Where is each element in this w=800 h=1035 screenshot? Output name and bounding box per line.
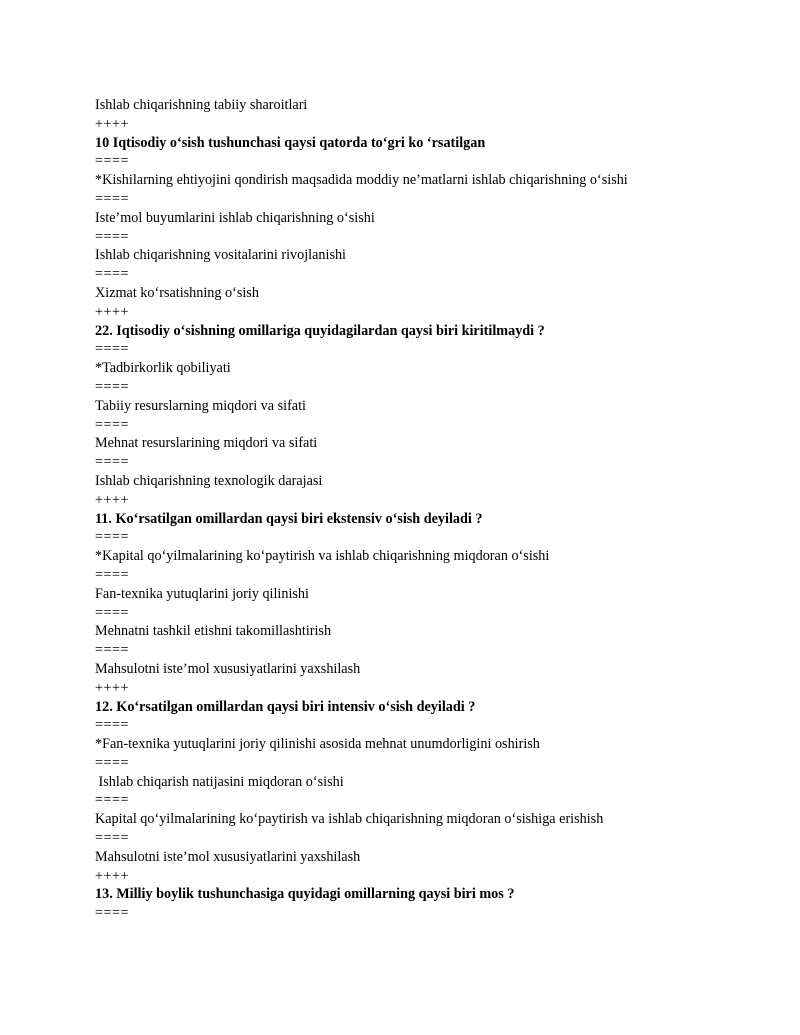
separator-line: ====	[95, 642, 130, 659]
separator-line: ++++	[95, 679, 130, 696]
separator-line: ====	[95, 454, 130, 471]
separator-line: ++++	[95, 303, 130, 320]
separator-line: ====	[95, 378, 130, 395]
separator-line: ====	[95, 266, 130, 283]
answer-option: *Tadbirkorlik qobiliyati	[95, 360, 231, 377]
separator-line: ++++	[95, 491, 130, 508]
separator-line: ====	[95, 153, 130, 170]
answer-option: *Kapital qo‘yilmalarining ko‘paytirish va ishlab chiqarishning miqdoran o‘sishi	[95, 548, 550, 565]
answer-option: Xizmat ko‘rsatishning o‘sish	[95, 284, 259, 301]
separator-line: ====	[95, 228, 130, 245]
answer-option: Kapital qo‘yilmalarining ko‘paytirish va ishlab chiqarishning miqdoran o‘sishiga erishish	[95, 811, 604, 828]
separator-line: ++++	[95, 867, 130, 884]
question-text: 13. Milliy boylik tushunchasiga quyidagi omillarning qaysi biri mos ?	[95, 886, 515, 903]
question-text: 12. Ko‘rsatilgan omillardan qaysi biri intensiv o‘sish deyiladi ?	[95, 698, 476, 715]
question-text: 10 Iqtisodiy o‘sish tushunchasi qaysi qatorda to‘gri ko ‘rsatilgan	[95, 134, 486, 151]
separator-line: ====	[95, 754, 130, 771]
answer-option: *Kishilarning ehtiyojini qondirish maqsadida moddiy ne’matlarni ishlab chiqarishning o‘sishi	[95, 172, 628, 189]
separator-line: ====	[95, 190, 130, 207]
answer-option: Tabiiy resurslarning miqdori va sifati	[95, 397, 306, 414]
answer-option: Mahsulotni iste’mol xususiyatlarini yaxshilash	[95, 848, 361, 865]
answer-option: Mahsulotni iste’mol xususiyatlarini yaxshilash	[95, 660, 361, 677]
separator-line: ====	[95, 604, 130, 621]
answer-option: Ishlab chiqarishning texnologik darajasi	[95, 472, 323, 489]
separator-line: ====	[95, 341, 130, 358]
answer-option: Mehnatni tashkil etishni takomillashtirish	[95, 623, 332, 640]
separator-line: ====	[95, 717, 130, 734]
document-page	[95, 96, 775, 923]
answer-option: Fan-texnika yutuqlarini joriy qilinishi	[95, 585, 309, 602]
answer-option: Mehnat resurslarining miqdori va sifati	[95, 435, 318, 452]
answer-option: Ishlab chiqarishning tabiiy sharoitlari	[95, 97, 308, 113]
answer-option: *Fan-texnika yutuqlarini joriy qilinishi asosida mehnat unumdorligini oshirish	[95, 736, 540, 753]
answer-option: Ishlab chiqarish natijasini miqdoran o‘sishi	[95, 773, 344, 790]
separator-line: ====	[95, 529, 130, 546]
separator-line: ====	[95, 830, 130, 847]
separator-line: ++++	[95, 115, 130, 132]
answer-option: Ishlab chiqarishning vositalarini rivojlanishi	[95, 247, 346, 264]
question-text: 22. Iqtisodiy o‘sishning omillariga quyidagilardan qaysi biri kiritilmaydi ?	[95, 322, 545, 339]
separator-line: ====	[95, 416, 130, 433]
answer-option: Iste’mol buyumlarini ishlab chiqarishning o‘sishi	[95, 209, 375, 226]
question-text: 11. Ko‘rsatilgan omillardan qaysi biri ekstensiv o‘sish deyiladi ?	[95, 510, 483, 527]
separator-line: ====	[95, 905, 130, 922]
separator-line: ====	[95, 792, 130, 809]
separator-line: ====	[95, 566, 130, 583]
